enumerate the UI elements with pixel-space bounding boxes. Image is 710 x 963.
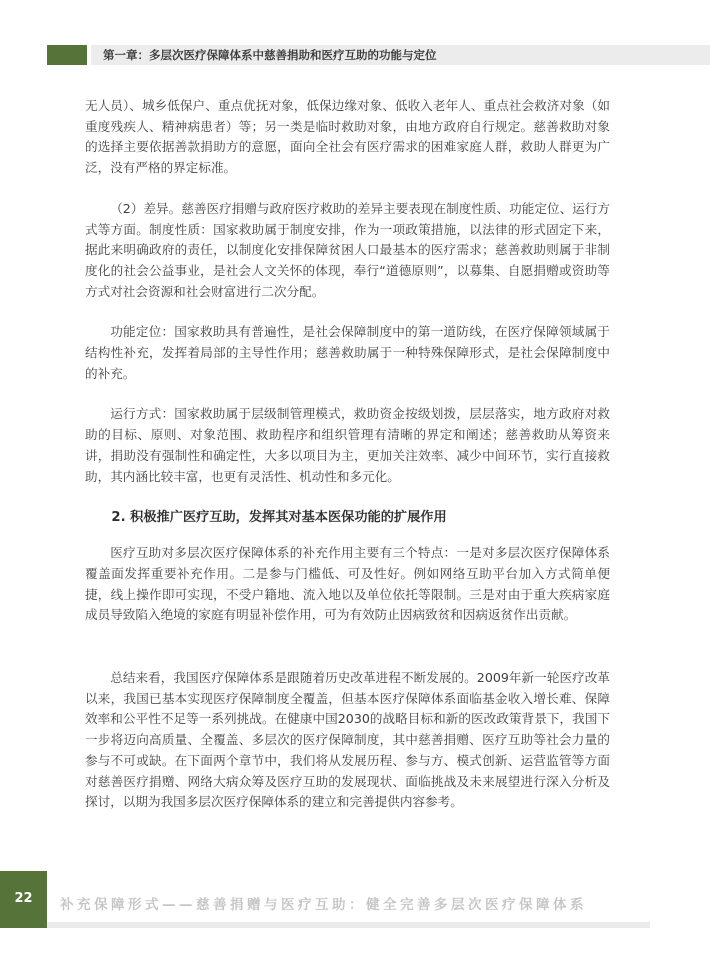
page-number: 22 [14, 891, 33, 906]
chapter-title: 第一章：多层次医疗保障体系中慈善捐助和医疗互助的功能与定位 [103, 48, 437, 62]
paragraph-continuation: 无人员）、城乡低保户、重点优抚对象，低保边缘对象、低收入老年人、重点社会救济对象（如重度残疾人、精神病患者）等；另一类是临时救助对象，由地方政府自行规定。慈善救助对象的选择主要依据善款捐助方的意愿，面向全社会有医疗需求的困难家庭人群，救助人群更为广泛，没有严格的界定标准。 [85, 98, 610, 176]
paragraph-function-positioning: 功能定位：国家救助具有普遍性，是社会保障制度中的第一道防线，在医疗保障领域属于结构性补充，发挥着局部的主导性作用；慈善救助属于一种特殊保障形式，是社会保障制度中的补充。 [85, 324, 610, 381]
paragraph-mutual-aid: 医疗互助对多层次医疗保障体系的补充作用主要有三个特点：一是对多层次医疗保障体系覆盖面发挥重要补充作用。二是参与门槛低、可及性好。例如网络互助平台加入方式简单便捷，线上操作即可实现，不受户籍地、流入地以及单位依托等限制。三是对由于重大疾病家庭成员导致陷入绝境的家庭有明显补偿作用，可为有效防止因病致贫和因病返贫作出贡献。 [85, 545, 610, 623]
footer-rule [47, 922, 650, 928]
section-heading: 2. 积极推广医疗互助，发挥其对基本医保功能的扩展作用 [111, 510, 447, 526]
footer-title: 补充保障形式——慈善捐赠与医疗互助：健全完善多层次医疗保障体系 [60, 897, 587, 913]
paragraph-operation-mode: 运行方式：国家救助属于层级制管理模式，救助资金按级划拨，层层落实，地方政府对救助的目标、原则、对象范围、救助程序和组织管理有清晰的界定和阐述；慈善救助从筹资来讲，捐助没有强制性和确定性，大多以项目为主，更加关注效率、减少中间环节，实行直接救助，其内涵比较丰富，也更有灵活性、机动性和多元化。 [85, 406, 610, 484]
paragraph-summary: 总结来看，我国医疗保障体系是跟随着历史改革进程不断发展的。2009年新一轮医疗改革以来，我国已基本实现医疗保障制度全覆盖，但基本医疗保障体系面临基金收入增长难、保障效率和公平性不足等一系列挑战。在健康中国2030的战略目标和新的医改政策背景下，我国下一步将迈向高质量、全覆盖、多层次的医疗保障制度，其中慈善捐赠、医疗互助等社会力量的参与不可或缺。在下面两个章节中，我们将从发展历程、参与方、模式创新、运营监管等方面对慈善医疗捐赠、网络大病众筹及医疗互助的发展现状、面临挑战及未来展望进行深入分析及探讨，以期为我国多层次医疗保障体系的建立和完善提供内容参考。 [85, 670, 610, 810]
header-accent-block [47, 45, 87, 65]
page-body [85, 96, 610, 813]
paragraph-differences: （2）差异。慈善医疗捐赠与政府医疗救助的差异主要表现在制度性质、功能定位、运行方式等方面。制度性质：国家救助属于制度安排，作为一项政策措施，以法律的形式固定下来，据此来明确政府的责任，以制度化安排保障贫困人口最基本的医疗需求；慈善救助则属于非制度化的社会公益事业，是社会人文关怀的体现，奉行“道德原则”，以募集、自愿捐赠或资助等方式对社会资源和社会财富进行二次分配。 [85, 200, 610, 299]
